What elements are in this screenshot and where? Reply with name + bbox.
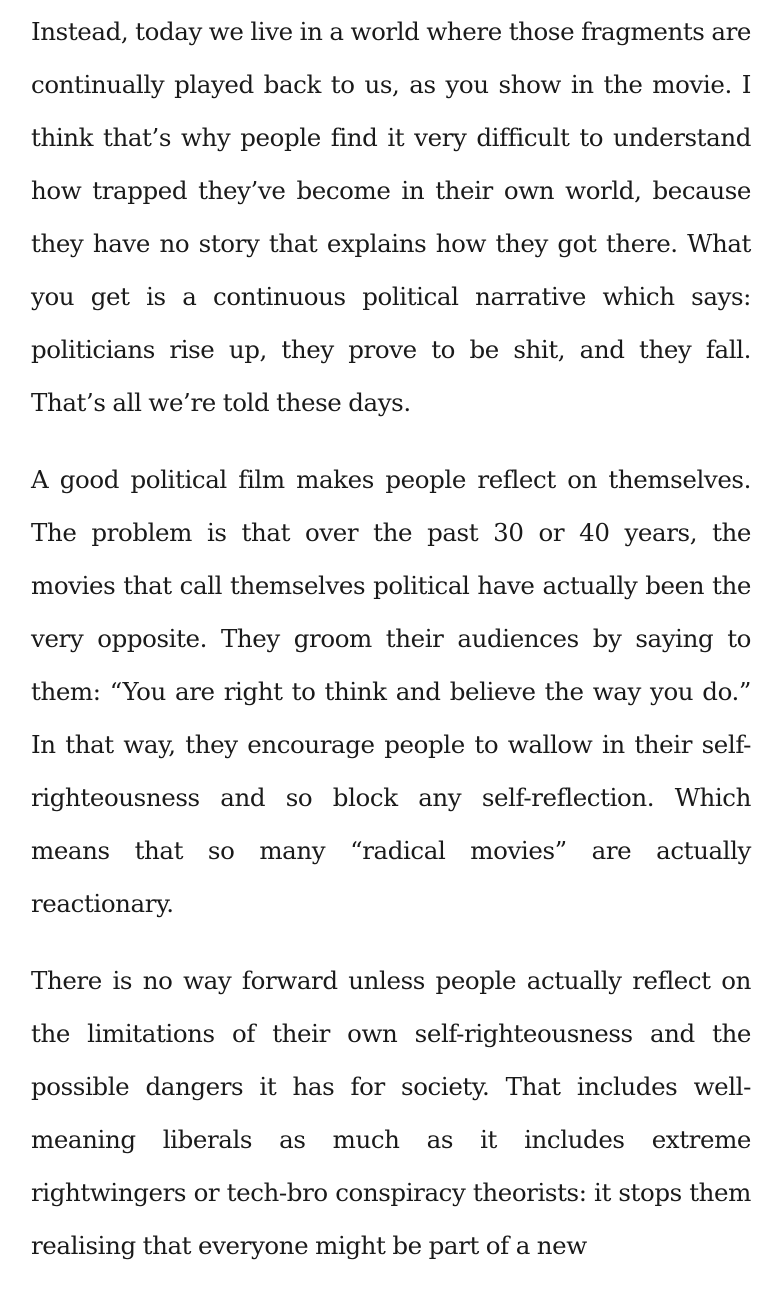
article-body — [31, 5, 751, 1296]
paragraph: A good political film makes people reflect on themselves. The problem is that over the past 30 or 40 years, the movies that call themselves political have actually been the very opposite. They groom their audiences by saying to them: “You are right to think and believe the way you do.” In that way, they encourage people to wallow in their self-righteousness and so block any self-reflection. Which means that so many “radical movies” are actually reactionary. — [31, 465, 751, 918]
paragraph: Instead, today we live in a world where those fragments are continually played back to us, as you show in the movie. I think that’s why people find it very difficult to understand how trapped they’ve become in their own world, because they have no story that explains how they got there. What you get is a continuous political narrative which says: politicians rise up, they prove to be shit, and they fall. That’s all we’re told these days. — [31, 17, 751, 417]
paragraph: There is no way forward unless people actually reflect on the limitations of their own self-righteousness and the possible dangers it has for society. That includes well-meaning liberals as much as it includes extreme rightwingers or tech-bro conspiracy theorists: it stops them realising that everyone might be part of a new — [31, 966, 751, 1260]
